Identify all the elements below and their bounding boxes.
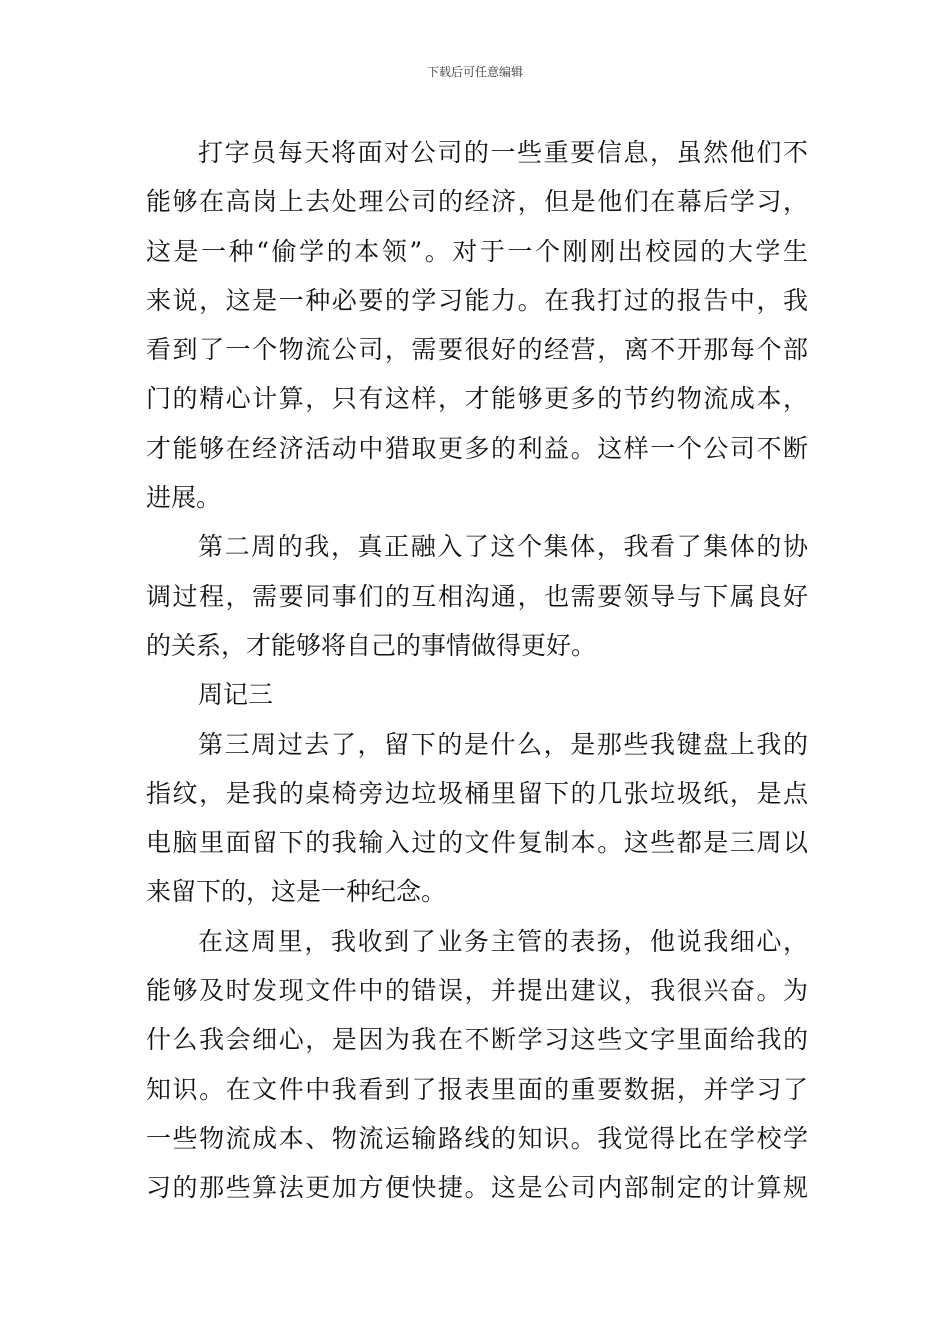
text-line: 才能够在经济活动中猎取更多的利益。这样一个公司不断 <box>146 433 808 463</box>
text-line: 来说，这是一种必要的学习能力。在我打过的报告中，我 <box>146 285 808 315</box>
page-header: 下载后可任意编辑 <box>426 65 523 79</box>
section-heading: 周记三 <box>198 680 274 710</box>
text-line: 第三周过去了，留下的是什么，是那些我键盘上我的 <box>198 729 808 759</box>
text-line: 知识。在文件中我看到了报表里面的重要数据，并学习了 <box>146 1074 808 1104</box>
document-body <box>146 128 808 1213</box>
text-line: 看到了一个物流公司，需要很好的经营，离不开那每个部 <box>146 335 808 365</box>
text-line: 电脑里面留下的我输入过的文件复制本。这些都是三周以 <box>146 828 808 858</box>
text-line: 第二周的我，真正融入了这个集体，我看了集体的协 <box>198 532 808 562</box>
text-line: 什么我会细心，是因为我在不断学习这些文字里面给我的 <box>146 1025 808 1055</box>
text-line: 能够在高岗上去处理公司的经济，但是他们在幕后学习， <box>146 187 808 217</box>
text-line: 能够及时发现文件中的错误，并提出建议，我很兴奋。为 <box>146 976 808 1006</box>
text-line: 门的精心计算，只有这样，才能够更多的节约物流成本， <box>146 384 808 414</box>
text-line: 进展。 <box>146 483 222 513</box>
text-line: 来留下的，这是一种纪念。 <box>146 877 447 907</box>
text-line: 指纹，是我的桌椅旁边垃圾桶里留下的几张垃圾纸，是点 <box>146 778 808 808</box>
text-line: 习的那些算法更加方便快捷。这是公司内部制定的计算规 <box>146 1173 808 1203</box>
text-line: 这是一种“偷学的本领”。对于一个刚刚出校园的大学生 <box>146 236 808 266</box>
text-line: 在这周里，我收到了业务主管的表扬，他说我细心， <box>198 926 808 956</box>
text-line: 的关系，才能够将自己的事情做得更好。 <box>146 630 597 660</box>
text-line: 一些物流成本、物流运输路线的知识。我觉得比在学校学 <box>146 1123 808 1153</box>
text-line: 打字员每天将面对公司的一些重要信息，虽然他们不 <box>198 138 808 167</box>
text-line: 调过程，需要同事们的互相沟通，也需要领导与下属良好 <box>146 581 808 611</box>
